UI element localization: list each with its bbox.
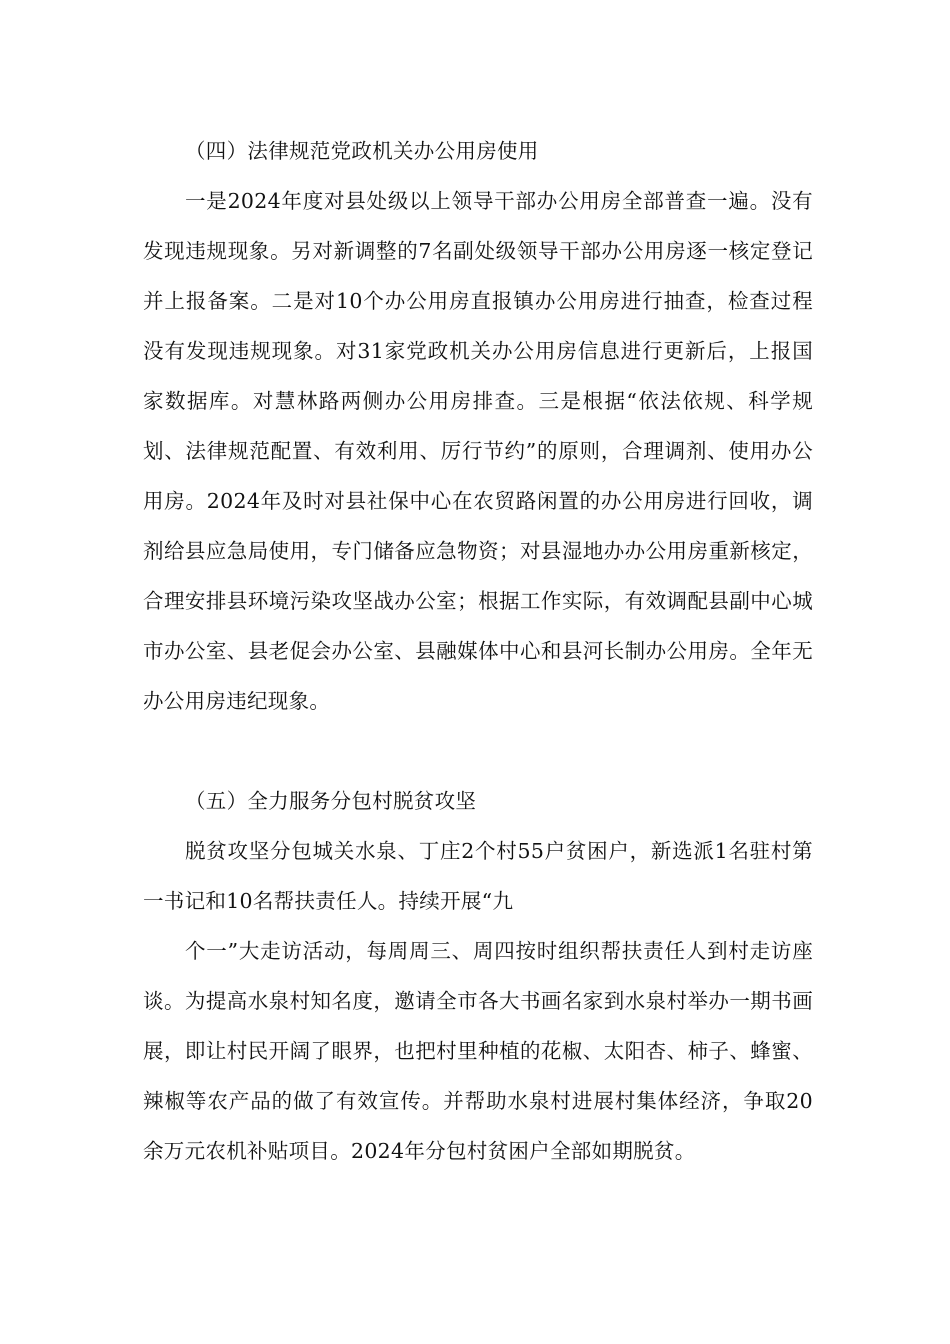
section-paragraph-4: 一是2024年度对县处级以上领导干部办公用房全部普查一遍。没有发现违规现象。另对新调整的7名副处级领导干部办公用房逐一核定登记并上报备案。二是对10个办公用房直报镇办公用房进行抽查，检查过程没有发现违规现象。对31家党政机关办公用房信息进行更新后，上报国家数据库。对慧林路两侧办公用房排查。三是根据“依法依规、科学规划、法律规范配置、有效利用、厉行节约”的原则，合理调剂、使用办公用房。2024年及时对县社保中心在农贸路闲置的办公用房进行回收，调剂给县应急局使用，专门储备应急物资；对县湿地办办公用房重新核定，合理安排县环境污染攻坚战办公室；根据工作实际，有效调配县副中心城市办公室、县老促会办公室、县融媒体中心和县河长制办公用房。全年无办公用房违纪现象。 xyxy=(143,189,813,713)
section-paragraph-5a: 脱贫攻坚分包城关水泉、丁庄2个村55户贫困户，新选派1名驻村第一书记和10名帮扶责任人。持续开展“九 xyxy=(143,839,813,913)
section-heading-4: （四）法律规范党政机关办公用房使用 xyxy=(185,139,539,163)
section-paragraph-5b: 个一”大走访活动，每周周三、周四按时组织帮扶责任人到村走访座谈。为提高水泉村知名度，邀请全市各大书画名家到水泉村举办一期书画展，即让村民开阔了眼界，也把村里种植的花椒、太阳杏、柿子、蜂蜜、辣椒等农产品的做了有效宣传。并帮助水泉村进展村集体经济，争取20余万元农机补贴项目。2024年分包村贫困户全部如期脱贫。 xyxy=(143,939,813,1163)
section-heading-5: （五）全力服务分包村脱贫攻坚 xyxy=(185,789,477,813)
